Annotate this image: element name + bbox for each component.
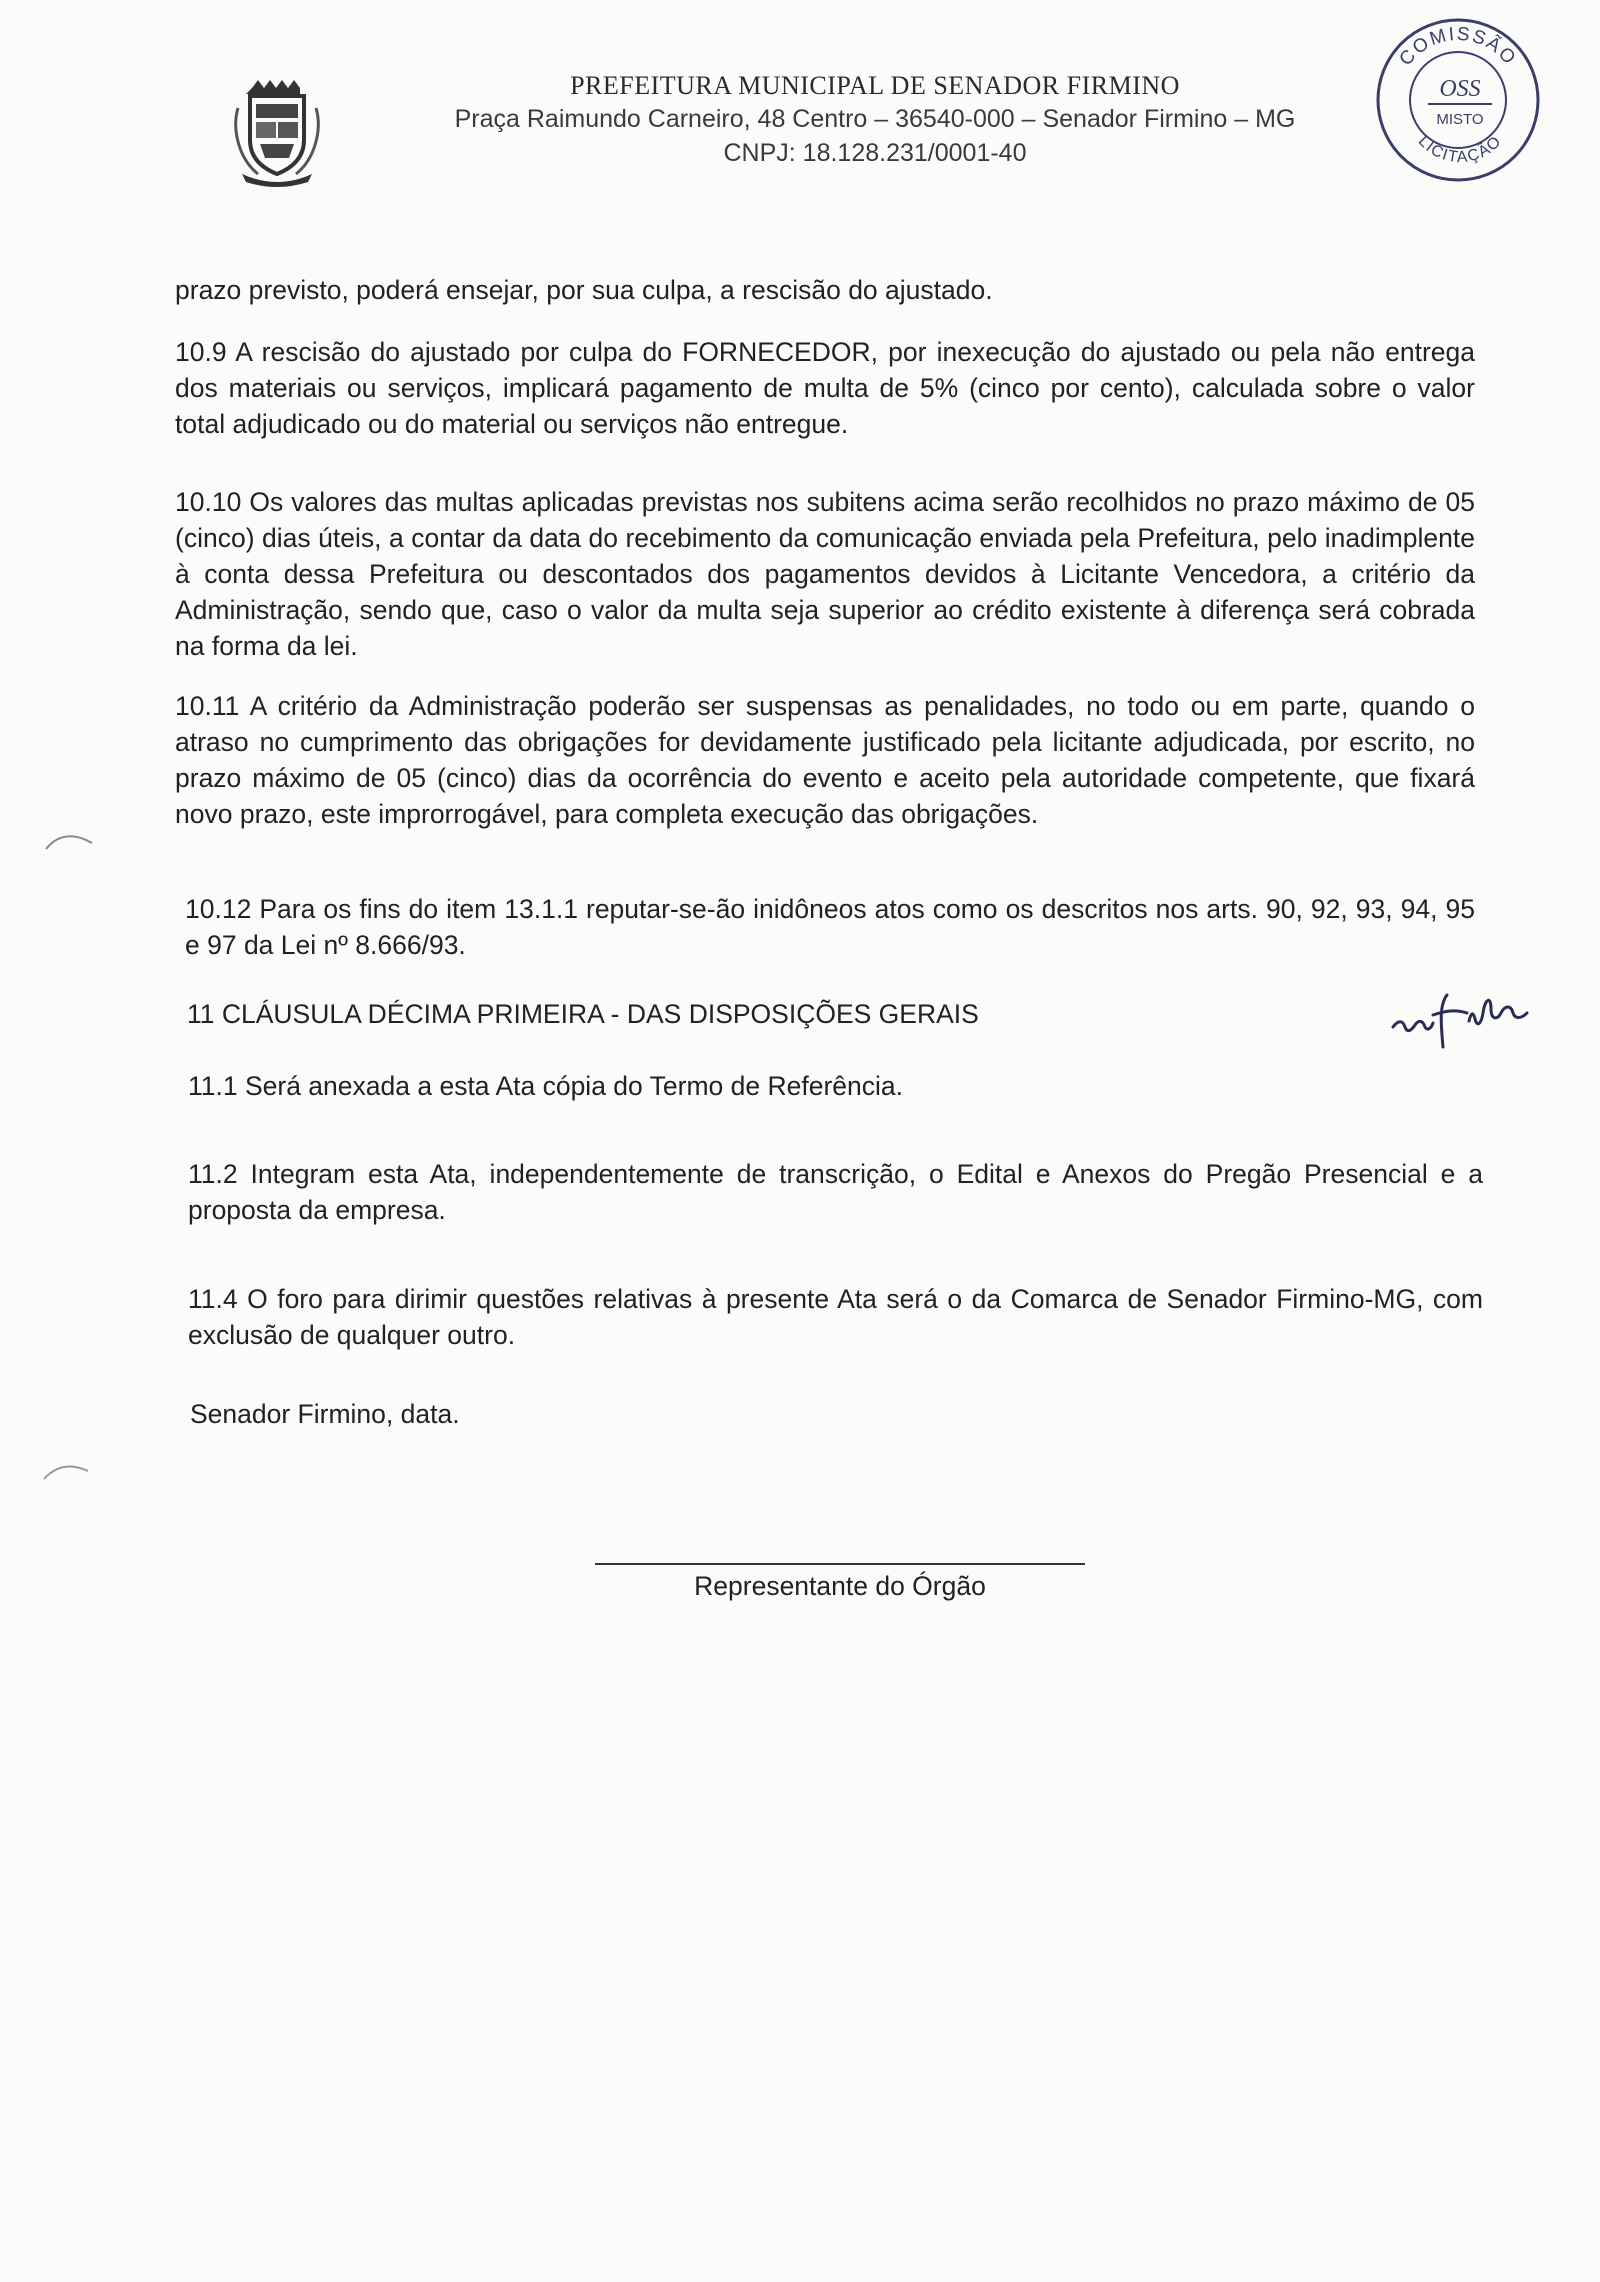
scan-mark-icon <box>40 825 100 855</box>
paragraph-10-11-text: 10.11 A critério da Administração poderão ser suspensas as penalidades, no todo ou em parte, quando o atraso no cumprimento das obrigações for devidamente justificado pela licitante adjudicada, por escrito, no prazo máximo de 05 (cinco) dias da ocorrência do evento e aceito pela autoridade competente, que fixará novo prazo, este improrrogável, para completa execução das obrigações. <box>175 691 1475 829</box>
place-date-text: Senador Firmino, data. <box>190 1399 460 1429</box>
svg-text:COMISSÃO <box>1395 24 1520 70</box>
stamp-top-text: COMISSÃO <box>1395 23 1521 70</box>
stamp-bottom-text: LICITAÇÃO <box>1414 132 1506 167</box>
paragraph-10-9 <box>175 334 1475 442</box>
paragraph-11-4 <box>188 1281 1483 1353</box>
paragraph-11-1-text: 11.1 Será anexada a esta Ata cópia do Termo de Referência. <box>188 1071 903 1101</box>
paragraph-11-2-text: 11.2 Integram esta Ata, independentemente de transcrição, o Edital e Anexos do Pregão Presencial e a proposta da empresa. <box>188 1159 1483 1225</box>
signature-label: Representante do Órgão <box>694 1571 986 1601</box>
commission-stamp <box>1368 8 1548 188</box>
paragraph-10-12 <box>185 891 1475 963</box>
scan-mark-icon <box>38 1455 98 1485</box>
paragraph-10-12-text: 10.12 Para os fins do item 13.1.1 reputar-se-ão inidôneos atos como os descritos nos arts. 90, 92, 93, 94, 95 e 97 da Lei nº 8.666/93. <box>185 894 1475 960</box>
municipal-crest-icon <box>232 78 322 188</box>
paragraph-intro <box>175 272 1475 308</box>
letterhead <box>380 70 1370 170</box>
place-and-date <box>190 1396 990 1432</box>
signature-line <box>595 1563 1085 1565</box>
paragraph-11-1 <box>188 1068 1388 1104</box>
paragraph-11-4-text: 11.4 O foro para dirimir questões relativas à presente Ata será o da Comarca de Senador Firmino-MG, com exclusão de qualquer outro. <box>188 1284 1483 1350</box>
institution-address: Praça Raimundo Carneiro, 48 Centro – 36540-000 – Senador Firmino – MG <box>454 105 1296 133</box>
handwritten-rubric <box>1385 975 1575 1055</box>
paragraph-10-9-text: 10.9 A rescisão do ajustado por culpa do FORNECEDOR, por inexecução do ajustado ou pela não entrega dos materiais ou serviços, implicará pagamento de multa de 5% (cinco por cento), calculada sobre o valor total adjudicado ou do material ou serviços não entregue. <box>175 337 1475 439</box>
paragraph-10-11 <box>175 688 1475 832</box>
paragraph-11-2 <box>188 1156 1483 1228</box>
institution-name: PREFEITURA MUNICIPAL DE SENADOR FIRMINO <box>570 71 1180 100</box>
clause-11-heading <box>187 996 1287 1032</box>
svg-text:LICITAÇÃO <box>1415 133 1506 167</box>
paragraph-10-10-text: 10.10 Os valores das multas aplicadas previstas nos subitens acima serão recolhidos no prazo máximo de 05 (cinco) dias úteis, a contar da data do recebimento da comunicação enviada pela Prefeitura, pelo inadimplente à conta dessa Prefeitura ou descontados dos pagamentos devidos à Licitante Vencedora, a critério da Administração, sendo que, caso o valor da multa seja superior ao crédito existente à diferença será cobrada na forma da lei. <box>175 487 1475 661</box>
stamp-middle-label: MISTO <box>1436 111 1484 128</box>
stamp-middle-text: OSS <box>1439 76 1481 102</box>
clause-11-title: 11 CLÁUSULA DÉCIMA PRIMEIRA - DAS DISPOSIÇÕES GERAIS <box>187 999 979 1029</box>
institution-cnpj: CNPJ: 18.128.231/0001-40 <box>723 139 1027 167</box>
intro-text: prazo previsto, poderá ensejar, por sua culpa, a rescisão do ajustado. <box>175 275 993 305</box>
paragraph-10-10 <box>175 484 1475 664</box>
